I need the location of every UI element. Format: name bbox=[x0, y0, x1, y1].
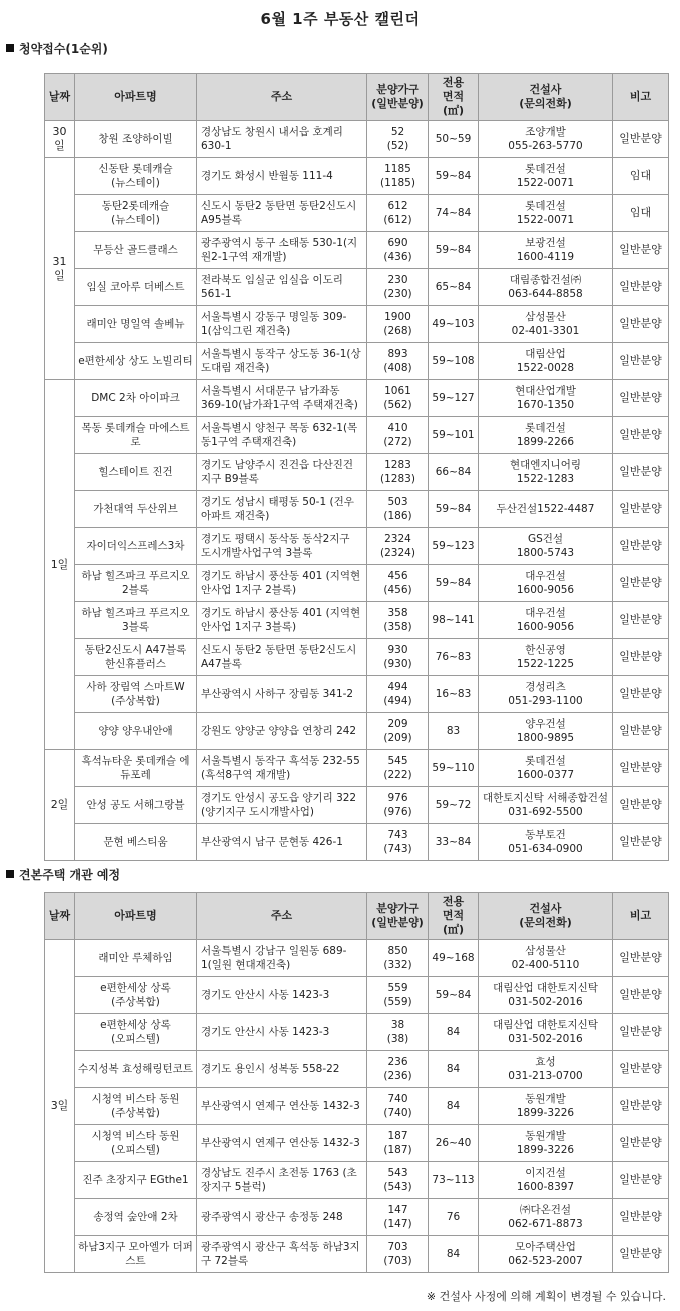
table-row bbox=[45, 639, 669, 676]
name-cell: 동탄2롯데캐슬 (뉴스테이) bbox=[75, 195, 197, 232]
footnote: ※ 건설사 사정에 의해 계획이 변경될 수 있습니다. bbox=[426, 1290, 666, 1303]
units-cell: 147 (147) bbox=[367, 1199, 429, 1236]
note-cell: 일반분양 bbox=[613, 787, 669, 824]
area-cell: 59~84 bbox=[429, 158, 479, 195]
name-cell: 수지성복 효성해링턴코트 bbox=[75, 1051, 197, 1088]
table-row bbox=[45, 417, 669, 454]
column-header-note: 비고 bbox=[613, 74, 669, 121]
area-cell: 66~84 bbox=[429, 454, 479, 491]
addr-cell: 부산광역시 연제구 연산동 1432-3 bbox=[197, 1088, 367, 1125]
builder-cell: 두산건설1522-4487 bbox=[479, 491, 613, 528]
note-cell: 일반분양 bbox=[613, 528, 669, 565]
addr-cell: 경기도 하남시 풍산동 401 (지역현안사업 1지구 2블록) bbox=[197, 565, 367, 602]
name-cell: e편한세상 상도 노빌리티 bbox=[75, 343, 197, 380]
column-header-builder: 건설사 (문의전화) bbox=[479, 74, 613, 121]
note-cell: 임대 bbox=[613, 195, 669, 232]
note-cell: 일반분양 bbox=[613, 565, 669, 602]
addr-cell: 강원도 양양군 양양읍 연창리 242 bbox=[197, 713, 367, 750]
builder-cell: 대림산업 대한토지신탁 031-502-2016 bbox=[479, 977, 613, 1014]
units-cell: 703 (703) bbox=[367, 1236, 429, 1273]
area-cell: 59~72 bbox=[429, 787, 479, 824]
column-header-area: 전용 면적 (㎡) bbox=[429, 893, 479, 940]
page-title: 6월 1주 부동산 캘린더 bbox=[260, 10, 420, 28]
table-row bbox=[45, 269, 669, 306]
column-header-note: 비고 bbox=[613, 893, 669, 940]
area-cell: 84 bbox=[429, 1236, 479, 1273]
note-cell: 일반분양 bbox=[613, 1199, 669, 1236]
units-cell: 743 (743) bbox=[367, 824, 429, 861]
area-cell: 84 bbox=[429, 1051, 479, 1088]
name-cell: 시청역 비스타 동원 (주상복합) bbox=[75, 1088, 197, 1125]
addr-cell: 경기도 안산시 사동 1423-3 bbox=[197, 1014, 367, 1051]
column-header-units: 분양가구 (일반분양) bbox=[367, 893, 429, 940]
name-cell: 하남 힐즈파크 푸르지오 2블록 bbox=[75, 565, 197, 602]
area-cell: 76~83 bbox=[429, 639, 479, 676]
name-cell: 문현 베스티움 bbox=[75, 824, 197, 861]
name-cell: 흑석뉴타운 롯데캐슬 에듀포레 bbox=[75, 750, 197, 787]
builder-cell: 대한토지신탁 서해종합건설 031-692-5500 bbox=[479, 787, 613, 824]
column-header-name: 아파트명 bbox=[75, 893, 197, 940]
addr-cell: 부산광역시 남구 문현동 426-1 bbox=[197, 824, 367, 861]
name-cell: DMC 2차 아이파크 bbox=[75, 380, 197, 417]
table-row bbox=[45, 380, 669, 417]
addr-cell: 부산광역시 연제구 연산동 1432-3 bbox=[197, 1125, 367, 1162]
table-row bbox=[45, 676, 669, 713]
table-row bbox=[45, 343, 669, 380]
units-cell: 612 (612) bbox=[367, 195, 429, 232]
builder-cell: 대우건설 1600-9056 bbox=[479, 602, 613, 639]
area-cell: 84 bbox=[429, 1088, 479, 1125]
addr-cell: 광주광역시 광산구 흑석동 하남3지구 72블록 bbox=[197, 1236, 367, 1273]
note-cell: 일반분양 bbox=[613, 1088, 669, 1125]
units-cell: 976 (976) bbox=[367, 787, 429, 824]
units-cell: 690 (436) bbox=[367, 232, 429, 269]
section-title-text: 견본주택 개관 예정 bbox=[19, 868, 121, 882]
units-cell: 209 (209) bbox=[367, 713, 429, 750]
builder-cell: 삼성물산 02-400-5110 bbox=[479, 940, 613, 977]
area-cell: 16~83 bbox=[429, 676, 479, 713]
units-cell: 52 (52) bbox=[367, 121, 429, 158]
units-cell: 38 (38) bbox=[367, 1014, 429, 1051]
area-cell: 76 bbox=[429, 1199, 479, 1236]
addr-cell: 서울특별시 강남구 일원동 689-1(일원 현대재건축) bbox=[197, 940, 367, 977]
units-cell: 456 (456) bbox=[367, 565, 429, 602]
note-cell: 일반분양 bbox=[613, 977, 669, 1014]
builder-cell: 보광건설 1600-4119 bbox=[479, 232, 613, 269]
addr-cell: 경기도 안산시 사동 1423-3 bbox=[197, 977, 367, 1014]
addr-cell: 전라북도 임실군 임실읍 이도리 561-1 bbox=[197, 269, 367, 306]
note-cell: 일반분양 bbox=[613, 824, 669, 861]
note-cell: 일반분양 bbox=[613, 269, 669, 306]
units-cell: 187 (187) bbox=[367, 1125, 429, 1162]
units-cell: 1900 (268) bbox=[367, 306, 429, 343]
table-header-row bbox=[45, 893, 669, 940]
builder-cell: 롯데건설 1600-0377 bbox=[479, 750, 613, 787]
builder-cell: 이지건설 1600-8397 bbox=[479, 1162, 613, 1199]
addr-cell: 서울특별시 강동구 명일동 309-1(삼익그린 재건축) bbox=[197, 306, 367, 343]
note-cell: 일반분양 bbox=[613, 232, 669, 269]
column-header-date: 날짜 bbox=[45, 893, 75, 940]
area-cell: 59~127 bbox=[429, 380, 479, 417]
units-cell: 494 (494) bbox=[367, 676, 429, 713]
builder-cell: 동원개발 1899-3226 bbox=[479, 1088, 613, 1125]
area-cell: 59~84 bbox=[429, 565, 479, 602]
table-row bbox=[45, 1088, 669, 1125]
table-row bbox=[45, 232, 669, 269]
table-row bbox=[45, 306, 669, 343]
addr-cell: 경기도 평택시 동삭동 동삭2지구 도시개발사업구역 3블록 bbox=[197, 528, 367, 565]
addr-cell: 광주광역시 광산구 송정동 248 bbox=[197, 1199, 367, 1236]
note-cell: 일반분양 bbox=[613, 1236, 669, 1273]
square-bullet-icon bbox=[6, 870, 14, 878]
addr-cell: 서울특별시 동작구 상도동 36-1(상도대림 재건축) bbox=[197, 343, 367, 380]
units-cell: 545 (222) bbox=[367, 750, 429, 787]
note-cell: 일반분양 bbox=[613, 676, 669, 713]
name-cell: 힐스테이트 진건 bbox=[75, 454, 197, 491]
addr-cell: 경기도 안성시 공도읍 양기리 322 (양기지구 도시개발사업) bbox=[197, 787, 367, 824]
builder-cell: 동부토건 051-634-0900 bbox=[479, 824, 613, 861]
area-cell: 59~84 bbox=[429, 491, 479, 528]
column-header-units: 분양가구 (일반분양) bbox=[367, 74, 429, 121]
builder-cell: 모아주택산업 062-523-2007 bbox=[479, 1236, 613, 1273]
table-row bbox=[45, 1236, 669, 1273]
date-cell: 1일 bbox=[45, 380, 75, 750]
addr-cell: 경기도 남양주시 진건읍 다산진건지구 B9블록 bbox=[197, 454, 367, 491]
table-row bbox=[45, 195, 669, 232]
name-cell: 시청역 비스타 동원 (오피스텔) bbox=[75, 1125, 197, 1162]
area-cell: 59~110 bbox=[429, 750, 479, 787]
addr-cell: 신도시 동탄2 동탄면 동탄2신도시 A95블록 bbox=[197, 195, 367, 232]
units-cell: 893 (408) bbox=[367, 343, 429, 380]
addr-cell: 경기도 용인시 성복동 558-22 bbox=[197, 1051, 367, 1088]
builder-cell: 롯데건설 1522-0071 bbox=[479, 158, 613, 195]
addr-cell: 경상남도 창원시 내서읍 호계리 630-1 bbox=[197, 121, 367, 158]
builder-cell: 경성리츠 051-293-1100 bbox=[479, 676, 613, 713]
name-cell: 창원 조양하이빌 bbox=[75, 121, 197, 158]
units-cell: 740 (740) bbox=[367, 1088, 429, 1125]
column-header-area: 전용 면적 (㎡) bbox=[429, 74, 479, 121]
note-cell: 일반분양 bbox=[613, 306, 669, 343]
note-cell: 일반분양 bbox=[613, 1014, 669, 1051]
table-row bbox=[45, 940, 669, 977]
table-row bbox=[45, 602, 669, 639]
note-cell: 임대 bbox=[613, 158, 669, 195]
units-cell: 1283 (1283) bbox=[367, 454, 429, 491]
name-cell: 임실 코아루 더베스트 bbox=[75, 269, 197, 306]
builder-cell: 동원개발 1899-3226 bbox=[479, 1125, 613, 1162]
builder-cell: 조양개발 055-263-5770 bbox=[479, 121, 613, 158]
units-cell: 930 (930) bbox=[367, 639, 429, 676]
name-cell: 하남3지구 모아엘가 더퍼스트 bbox=[75, 1236, 197, 1273]
name-cell: 송정역 숲안애 2차 bbox=[75, 1199, 197, 1236]
addr-cell: 경기도 성남시 태평동 50-1 (건우아파트 재건축) bbox=[197, 491, 367, 528]
addr-cell: 서울특별시 동작구 흑석동 232-55 (흑석8구역 재개발) bbox=[197, 750, 367, 787]
area-cell: 33~84 bbox=[429, 824, 479, 861]
units-cell: 503 (186) bbox=[367, 491, 429, 528]
table-row bbox=[45, 1199, 669, 1236]
table-row bbox=[45, 750, 669, 787]
table-row bbox=[45, 454, 669, 491]
addr-cell: 부산광역시 사하구 장림동 341-2 bbox=[197, 676, 367, 713]
units-cell: 543 (543) bbox=[367, 1162, 429, 1199]
area-cell: 49~168 bbox=[429, 940, 479, 977]
table-row bbox=[45, 1014, 669, 1051]
note-cell: 일반분양 bbox=[613, 1125, 669, 1162]
builder-cell: 양우건설 1800-9895 bbox=[479, 713, 613, 750]
table-row bbox=[45, 1051, 669, 1088]
area-cell: 59~101 bbox=[429, 417, 479, 454]
note-cell: 일반분양 bbox=[613, 417, 669, 454]
units-cell: 559 (559) bbox=[367, 977, 429, 1014]
table-row bbox=[45, 121, 669, 158]
table-row bbox=[45, 787, 669, 824]
units-cell: 230 (230) bbox=[367, 269, 429, 306]
section-title-text: 청약접수(1순위) bbox=[19, 42, 108, 56]
area-cell: 50~59 bbox=[429, 121, 479, 158]
note-cell: 일반분양 bbox=[613, 380, 669, 417]
note-cell: 일반분양 bbox=[613, 454, 669, 491]
name-cell: e편한세상 상록 (오피스텔) bbox=[75, 1014, 197, 1051]
table-row bbox=[45, 158, 669, 195]
units-cell: 358 (358) bbox=[367, 602, 429, 639]
model-house-table bbox=[44, 892, 669, 1273]
units-cell: 1185 (1185) bbox=[367, 158, 429, 195]
section-title-subscription bbox=[6, 40, 108, 57]
subscription-table bbox=[44, 73, 669, 861]
builder-cell: 롯데건설 1522-0071 bbox=[479, 195, 613, 232]
builder-cell: 대림산업 1522-0028 bbox=[479, 343, 613, 380]
name-cell: 래미안 루체하임 bbox=[75, 940, 197, 977]
name-cell: 진주 초장지구 EGthe1 bbox=[75, 1162, 197, 1199]
builder-cell: ㈜다온건설 062-671-8873 bbox=[479, 1199, 613, 1236]
note-cell: 일반분양 bbox=[613, 940, 669, 977]
date-cell: 31일 bbox=[45, 158, 75, 380]
area-cell: 65~84 bbox=[429, 269, 479, 306]
section-title-model-house bbox=[6, 866, 120, 883]
area-cell: 59~84 bbox=[429, 977, 479, 1014]
units-cell: 410 (272) bbox=[367, 417, 429, 454]
column-header-builder: 건설사 (문의전화) bbox=[479, 893, 613, 940]
name-cell: 자이더익스프레스3차 bbox=[75, 528, 197, 565]
table-row bbox=[45, 977, 669, 1014]
units-cell: 1061 (562) bbox=[367, 380, 429, 417]
name-cell: 양양 양우내안애 bbox=[75, 713, 197, 750]
table-row bbox=[45, 1162, 669, 1199]
addr-cell: 광주광역시 동구 소태동 530-1(지원2-1구역 재개발) bbox=[197, 232, 367, 269]
name-cell: 사하 장림역 스마트W (주상복합) bbox=[75, 676, 197, 713]
name-cell: 신동탄 롯데캐슬 (뉴스테이) bbox=[75, 158, 197, 195]
addr-cell: 경기도 하남시 풍산동 401 (지역현안사업 1지구 3블록) bbox=[197, 602, 367, 639]
column-header-addr: 주소 bbox=[197, 74, 367, 121]
note-cell: 일반분양 bbox=[613, 602, 669, 639]
date-cell: 30일 bbox=[45, 121, 75, 158]
builder-cell: GS건설 1800-5743 bbox=[479, 528, 613, 565]
note-cell: 일반분양 bbox=[613, 1051, 669, 1088]
note-cell: 일반분양 bbox=[613, 639, 669, 676]
column-header-date: 날짜 bbox=[45, 74, 75, 121]
builder-cell: 대림산업 대한토지신탁 031-502-2016 bbox=[479, 1014, 613, 1051]
units-cell: 236 (236) bbox=[367, 1051, 429, 1088]
column-header-name: 아파트명 bbox=[75, 74, 197, 121]
table-row bbox=[45, 824, 669, 861]
units-cell: 850 (332) bbox=[367, 940, 429, 977]
builder-cell: 현대산업개발 1670-1350 bbox=[479, 380, 613, 417]
table-row bbox=[45, 528, 669, 565]
table-row bbox=[45, 713, 669, 750]
name-cell: 목동 롯데캐슬 마에스트로 bbox=[75, 417, 197, 454]
note-cell: 일반분양 bbox=[613, 1162, 669, 1199]
date-cell: 3일 bbox=[45, 940, 75, 1273]
name-cell: 안성 공도 서해그랑블 bbox=[75, 787, 197, 824]
table-row bbox=[45, 1125, 669, 1162]
name-cell: 가천대역 두산위브 bbox=[75, 491, 197, 528]
builder-cell: 한신공영 1522-1225 bbox=[479, 639, 613, 676]
area-cell: 74~84 bbox=[429, 195, 479, 232]
area-cell: 83 bbox=[429, 713, 479, 750]
builder-cell: 대우건설 1600-9056 bbox=[479, 565, 613, 602]
units-cell: 2324 (2324) bbox=[367, 528, 429, 565]
column-header-addr: 주소 bbox=[197, 893, 367, 940]
addr-cell: 경기도 화성시 반월동 111-4 bbox=[197, 158, 367, 195]
area-cell: 98~141 bbox=[429, 602, 479, 639]
table-row bbox=[45, 491, 669, 528]
addr-cell: 서울특별시 서대문구 남가좌동 369-10(남가좌1구역 주택재건축) bbox=[197, 380, 367, 417]
note-cell: 일반분양 bbox=[613, 121, 669, 158]
builder-cell: 삼성물산 02-401-3301 bbox=[479, 306, 613, 343]
area-cell: 49~103 bbox=[429, 306, 479, 343]
name-cell: 하남 힐즈파크 푸르지오 3블록 bbox=[75, 602, 197, 639]
note-cell: 일반분양 bbox=[613, 750, 669, 787]
table-row bbox=[45, 565, 669, 602]
name-cell: e편한세상 상록 (주상복합) bbox=[75, 977, 197, 1014]
builder-cell: 롯데건설 1899-2266 bbox=[479, 417, 613, 454]
builder-cell: 효성 031-213-0700 bbox=[479, 1051, 613, 1088]
area-cell: 84 bbox=[429, 1014, 479, 1051]
name-cell: 동탄2신도시 A47블록 한신휴플러스 bbox=[75, 639, 197, 676]
area-cell: 59~123 bbox=[429, 528, 479, 565]
note-cell: 일반분양 bbox=[613, 491, 669, 528]
note-cell: 일반분양 bbox=[613, 343, 669, 380]
addr-cell: 서울특별시 양천구 목동 632-1(목동1구역 주택재건축) bbox=[197, 417, 367, 454]
note-cell: 일반분양 bbox=[613, 713, 669, 750]
area-cell: 26~40 bbox=[429, 1125, 479, 1162]
square-bullet-icon bbox=[6, 44, 14, 52]
area-cell: 73~113 bbox=[429, 1162, 479, 1199]
date-cell: 2일 bbox=[45, 750, 75, 861]
name-cell: 래미안 명일역 솔베뉴 bbox=[75, 306, 197, 343]
builder-cell: 대림종합건설㈜ 063-644-8858 bbox=[479, 269, 613, 306]
area-cell: 59~84 bbox=[429, 232, 479, 269]
builder-cell: 현대엔지니어링 1522-1283 bbox=[479, 454, 613, 491]
addr-cell: 경상남도 진주시 초전동 1763 (초장지구 5블럭) bbox=[197, 1162, 367, 1199]
name-cell: 무등산 골드클래스 bbox=[75, 232, 197, 269]
area-cell: 59~108 bbox=[429, 343, 479, 380]
addr-cell: 신도시 동탄2 동탄면 동탄2신도시 A47블록 bbox=[197, 639, 367, 676]
table-header-row bbox=[45, 74, 669, 121]
